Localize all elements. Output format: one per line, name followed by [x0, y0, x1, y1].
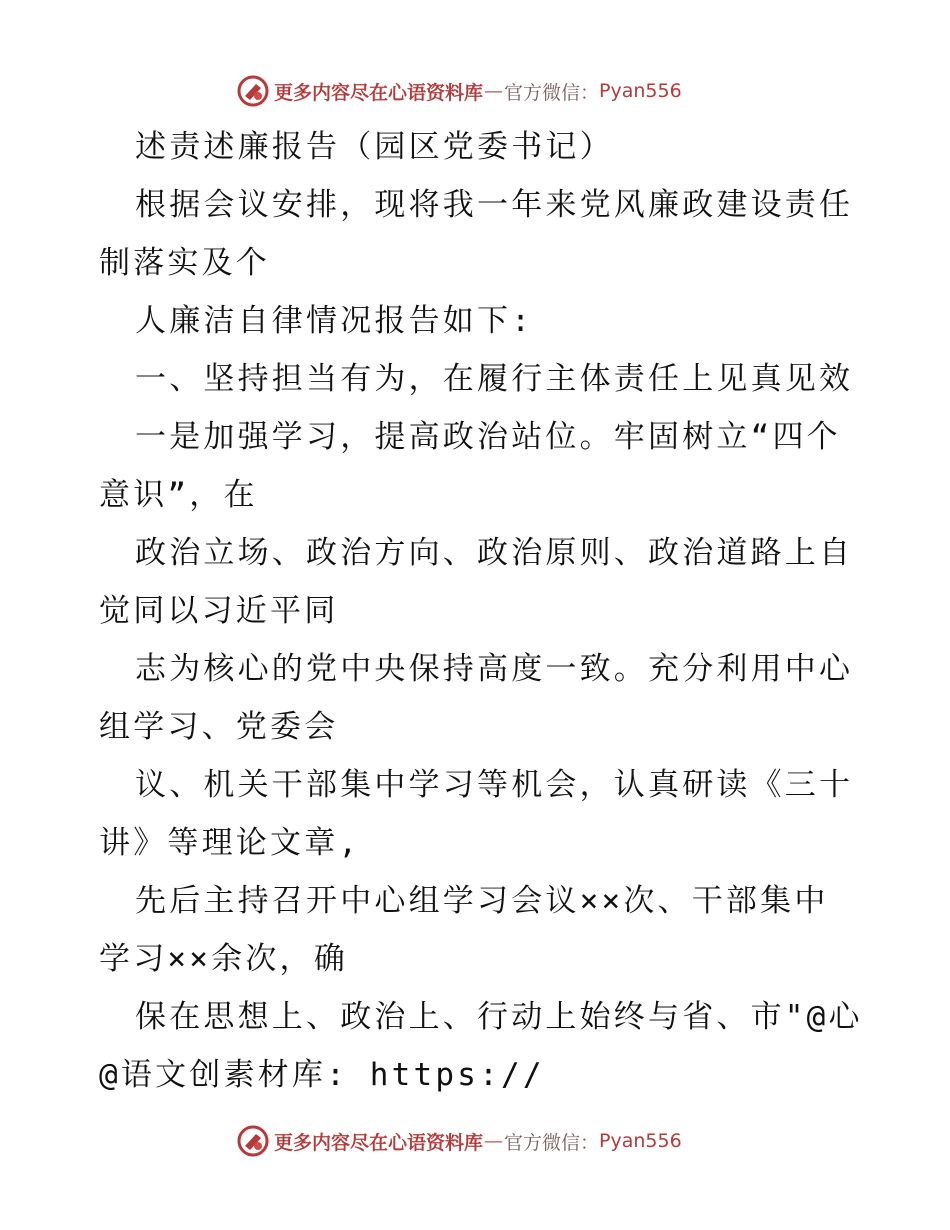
- watermark-text: 更多内容尽在心语资料库: [274, 1131, 484, 1154]
- paragraph-line: 根据会议安排，现将我一年来党风廉政建设责任: [135, 187, 854, 223]
- section-heading: 一、坚持担当有为，在履行主体责任上见真见效: [135, 361, 854, 397]
- watermark-dash: —: [484, 1130, 504, 1152]
- brand-logo-icon: [236, 74, 270, 108]
- paragraph-line: 学习××余次，确: [99, 941, 348, 977]
- paragraph-line: 组学习、党委会: [99, 709, 339, 745]
- header-watermark: [236, 73, 716, 109]
- paragraph-line: @语文创素材库: https://: [99, 1057, 545, 1093]
- watermark-wechat-id: Pyan556: [599, 1130, 682, 1152]
- paragraph-line: 保在思想上、政治上、行动上始终与省、市"@心: [135, 999, 863, 1035]
- paragraph-line: 议、机关干部集中学习等机会，认真研读《三十: [135, 767, 854, 803]
- watermark-wechat-label: 官方微信：: [504, 1131, 600, 1154]
- paragraph-line: 志为核心的党中央保持高度一致。充分利用中心: [135, 651, 854, 687]
- document-title: 述责述廉报告（园区党委书记）: [135, 129, 614, 165]
- watermark-wechat-id: Pyan556: [599, 80, 682, 102]
- watermark-wechat-label: 官方微信：: [504, 81, 600, 104]
- paragraph-line: 人廉洁自律情况报告如下:: [135, 303, 534, 339]
- paragraph-line: 讲》等理论文章,: [99, 825, 361, 861]
- paragraph-line: 政治立场、政治方向、政治原则、政治道路上自: [135, 535, 854, 571]
- brand-logo-icon: [236, 1124, 270, 1158]
- document-body: [99, 118, 863, 1104]
- paragraph-line: 觉同以习近平同: [99, 593, 339, 629]
- paragraph-line: 一是加强学习，提高政治站位。牢固树立“四个: [135, 419, 841, 455]
- watermark-dash: —: [484, 80, 504, 102]
- paragraph-line: 制落实及个: [99, 245, 270, 281]
- paragraph-line: 意识”，在: [99, 477, 258, 513]
- footer-watermark: [236, 1123, 716, 1159]
- watermark-text: 更多内容尽在心语资料库: [274, 81, 484, 104]
- paragraph-line: 先后主持召开中心组学习会议××次、干部集中: [135, 883, 829, 919]
